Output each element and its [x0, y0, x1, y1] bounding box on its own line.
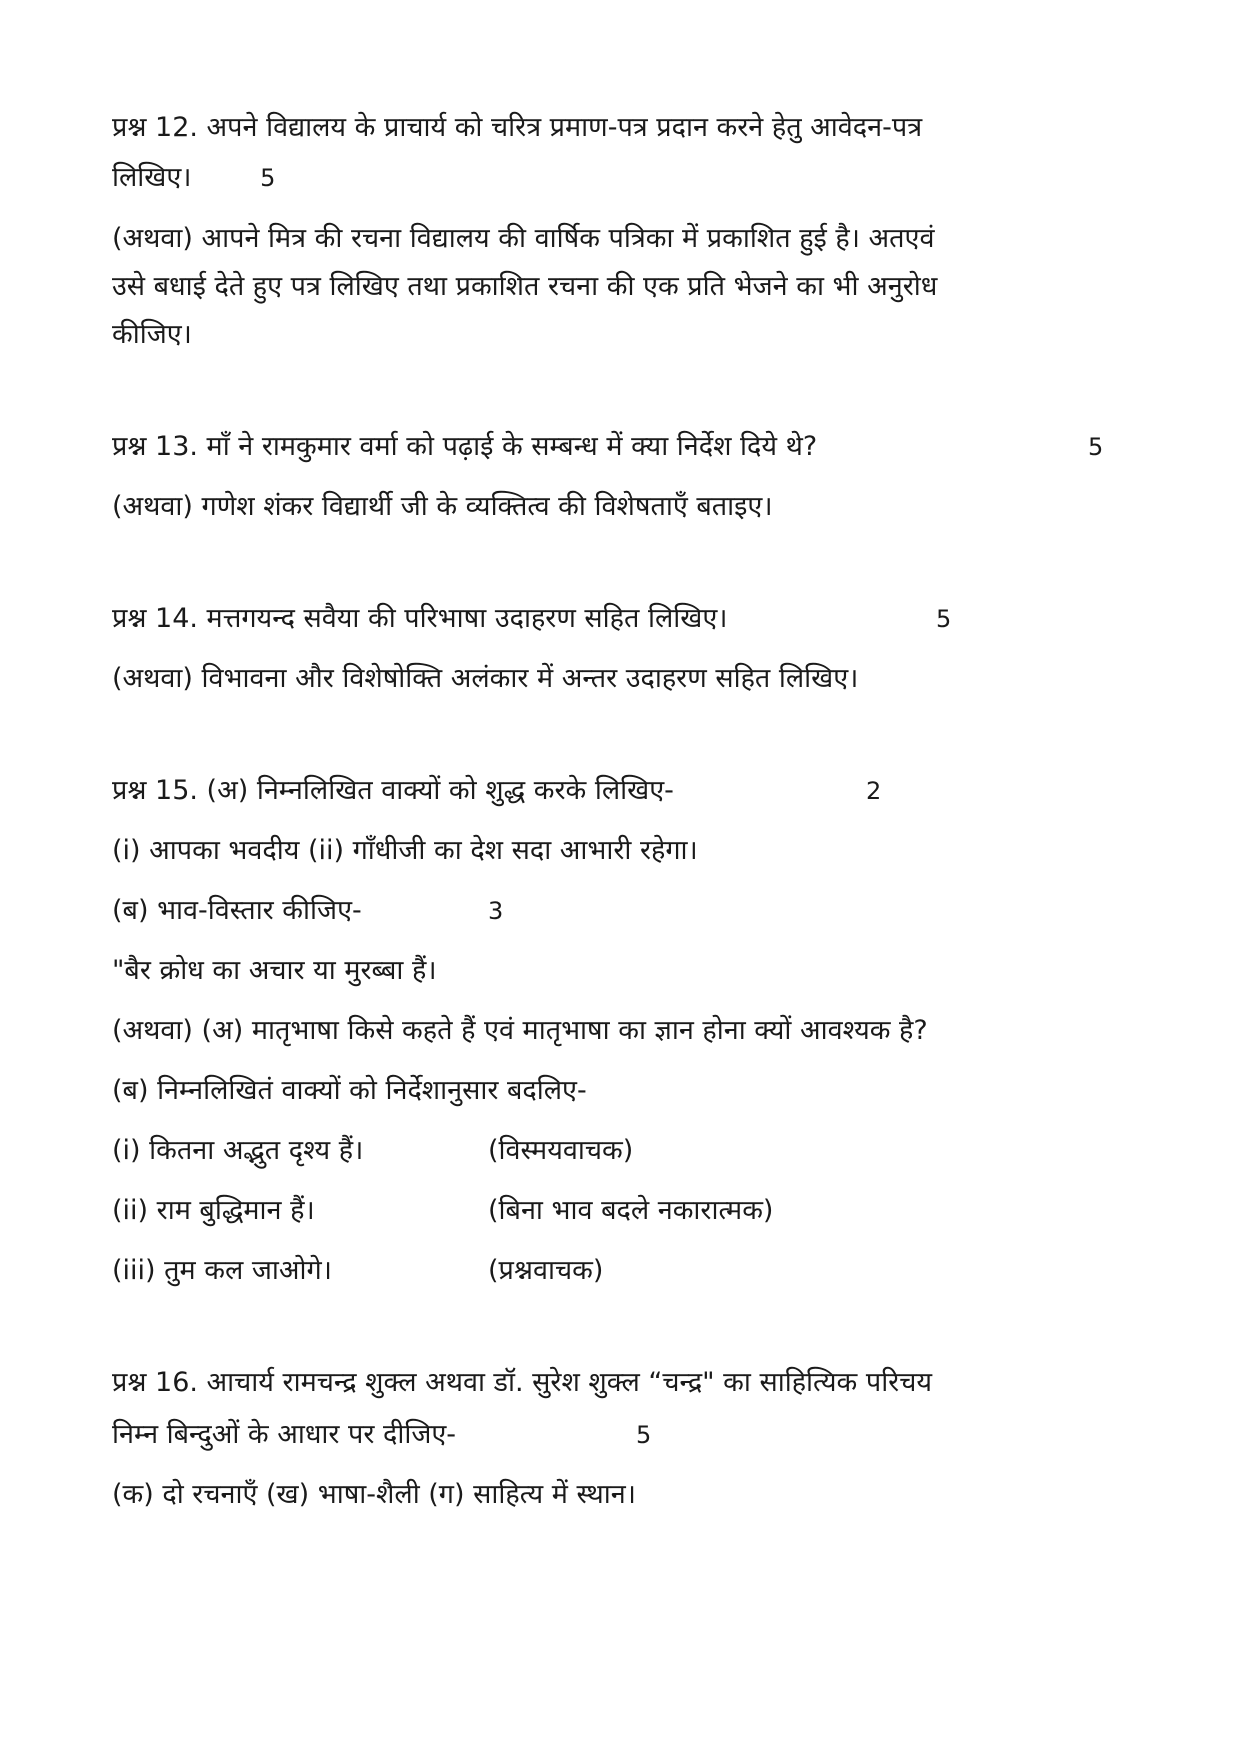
q15-b-heading: (ब) भाव-विस्तार कीजिए-: [112, 895, 362, 926]
q14-alternative: (अथवा) विभावना और विशेषोक्ति अलंकार में अन्तर उदाहरण सहित लिखिए।: [112, 663, 859, 694]
q14-marks: 5: [936, 605, 952, 633]
q13-heading: प्रश्न 13. माँ ने रामकुमार वर्मा को पढ़ाई के सम्बन्ध में क्या निर्देश दिये थे?: [112, 431, 818, 462]
q12-heading-cont: [112, 161, 275, 195]
q15-row-3-instruction: (प्रश्नवाचक): [488, 1255, 604, 1286]
q12-heading: प्रश्न 12. अपने विद्यालय के प्राचार्य को चरित्र प्रमाण-पत्र प्रदान करने हेतु आवेदन-पत्र: [112, 112, 923, 143]
q12-alternative-line-2: उसे बधाई देते हुए पत्र लिखिए तथा प्रकाशित रचना की एक प्रति भेजने का भी अनुरोध: [112, 271, 938, 302]
q12-heading-end: लिखिए।: [112, 162, 192, 193]
q15-marks-b: 3: [488, 897, 504, 925]
q14-heading: प्रश्न 14. मत्तगयन्द सवैया की परिभाषा उदाहरण सहित लिखिए।: [112, 603, 728, 634]
q15-row-1-sentence: (i) कितना अद्भुत दृश्य हैं।: [112, 1135, 364, 1166]
q15-row-1-instruction: (विस्मयवाचक): [488, 1135, 634, 1166]
q16-heading-cont: निम्न बिन्दुओं के आधार पर दीजिए-: [112, 1419, 457, 1450]
q12-alternative-line-3: कीजिए।: [112, 319, 192, 350]
q12-alternative-line-1: (अथवा) आपने मित्र की रचना विद्यालय की वार्षिक पत्रिका में प्रकाशित हुई है। अतएवं: [112, 223, 935, 254]
q13-marks: 5: [1088, 433, 1104, 461]
q15-heading: प्रश्न 15. (अ) निम्नलिखित वाक्यों को शुद्ध करके लिखिए-: [112, 775, 674, 806]
q15-alternative-a: (अथवा) (अ) मातृभाषा किसे कहते हैं एवं मातृभाषा का ज्ञान होना क्यों आवश्यक है?: [112, 1015, 928, 1046]
q16-marks: 5: [636, 1421, 652, 1449]
q15-quote: "बैर क्रोध का अचार या मुरब्बा हैं।: [112, 955, 437, 986]
q16-heading: प्रश्न 16. आचार्य रामचन्द्र शुक्ल अथवा डॉ. सुरेश शुक्ल “चन्द्र" का साहित्यिक परिचय: [112, 1367, 933, 1398]
q15-row-3-sentence: (iii) तुम कल जाओगे।: [112, 1255, 332, 1286]
q16-points: (क) दो रचनाएँ (ख) भाषा-शैली (ग) साहित्य में स्थान।: [112, 1479, 636, 1510]
q15-sentences: (i) आपका भवदीय (ii) गाँधीजी का देश सदा आभारी रहेगा।: [112, 835, 698, 866]
q15-row-2-sentence: (ii) राम बुद्धिमान हैं।: [112, 1195, 315, 1226]
q12-marks: 5: [260, 164, 276, 192]
q13-alternative: (अथवा) गणेश शंकर विद्यार्थी जी के व्यक्तित्व की विशेषताएँ बताइए।: [112, 491, 773, 522]
q15-alternative-b: (ब) निम्नलिखितं वाक्यों को निर्देशानुसार बदलिए-: [112, 1075, 587, 1106]
q15-marks-a: 2: [866, 777, 882, 805]
q15-row-2-instruction: (बिना भाव बदले नकारात्मक): [488, 1195, 774, 1226]
